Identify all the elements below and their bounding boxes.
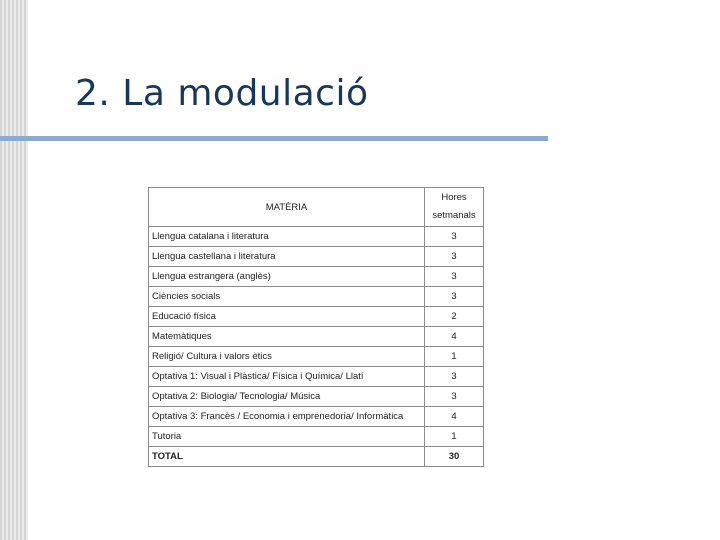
table-row <box>149 247 484 267</box>
table-row <box>149 327 484 347</box>
subject-cell: Optativa 3: Francès / Economia i emprenedoria/ Informàtica <box>149 407 425 427</box>
hours-cell: 2 <box>425 307 484 327</box>
subjects-hours-table <box>148 187 484 467</box>
subject-cell: Religió/ Cultura i valors ètics <box>149 347 425 367</box>
subject-cell: Optativa 2: Biologia/ Tecnologia/ Música <box>149 387 425 407</box>
hours-cell: 3 <box>425 247 484 267</box>
hours-cell: 1 <box>425 347 484 367</box>
decorative-side-stripes <box>0 0 28 540</box>
hours-cell: 3 <box>425 367 484 387</box>
table-row <box>149 347 484 367</box>
subject-cell: Llengua castellana i literatura <box>149 247 425 267</box>
subject-cell: Llengua catalana i literatura <box>149 227 425 247</box>
header-subject: MATÈRIA <box>149 188 425 227</box>
hours-cell: 3 <box>425 267 484 287</box>
table-row <box>149 227 484 247</box>
table-row <box>149 307 484 327</box>
title-underline <box>0 136 548 141</box>
subject-cell: Ciències socials <box>149 287 425 307</box>
subject-cell: Llengua estrangera (anglès) <box>149 267 425 287</box>
hours-cell: 4 <box>425 327 484 347</box>
slide-title: 2. La modulació <box>75 73 369 114</box>
header-hours <box>425 188 484 227</box>
header-hours-line2: setmanals <box>432 210 476 221</box>
total-hours-cell: 30 <box>425 447 484 467</box>
hours-cell: 4 <box>425 407 484 427</box>
table-row <box>149 407 484 427</box>
hours-cell: 3 <box>425 387 484 407</box>
table-total-row <box>149 447 484 467</box>
table-row <box>149 427 484 447</box>
table-row <box>149 267 484 287</box>
total-label-cell: TOTAL <box>149 447 425 467</box>
subject-cell: Tutoria <box>149 427 425 447</box>
subject-cell: Educació física <box>149 307 425 327</box>
subject-cell: Matemàtiques <box>149 327 425 347</box>
table-header-row <box>149 188 484 227</box>
subject-cell: Optativa 1: Visual i Plàstica/ Física i Química/ Llatí <box>149 367 425 387</box>
hours-cell: 3 <box>425 287 484 307</box>
hours-cell: 1 <box>425 427 484 447</box>
table-row <box>149 387 484 407</box>
header-hours-line1: Hores <box>441 192 467 203</box>
hours-cell: 3 <box>425 227 484 247</box>
table-row <box>149 287 484 307</box>
subjects-table-container <box>148 187 484 461</box>
table-row <box>149 367 484 387</box>
